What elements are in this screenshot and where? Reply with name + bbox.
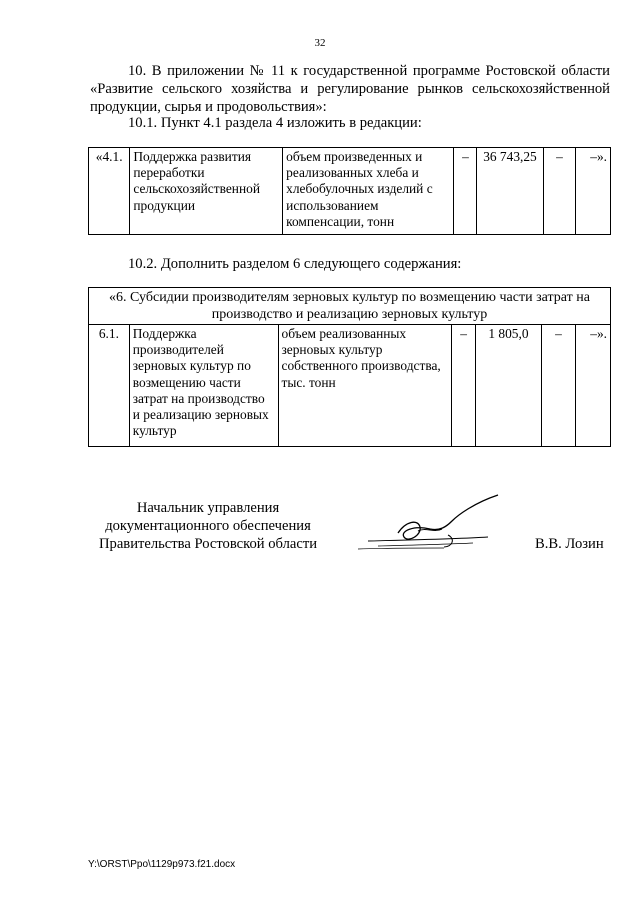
section-title: «6. Субсидии производителям зерновых культур по возмещению части затрат на производство и реализацию зерновых культур (89, 288, 611, 325)
file-path-footer: Y:\ORST\Ppo\1129p973.f21.docx (88, 859, 236, 870)
paragraph-10: 10. В приложении № 11 к государственной программе Ростовской области «Развитие сельского хозяйства и регулирование рынков сельскохозяйственной продукции, сырья и продовольствия»: (90, 63, 610, 115)
page-number: 32 (314, 37, 326, 49)
cell-col4: – (452, 325, 475, 447)
cell-col4: – (454, 148, 477, 235)
cell-name: Поддержка развития переработки сельскохозяйственной продукции (130, 148, 283, 235)
cell-number: «4.1. (89, 148, 130, 235)
table-section-6 (88, 287, 611, 447)
cell-col7: –». (576, 148, 611, 235)
cell-col7: –». (575, 325, 610, 447)
cell-value: 1 805,0 (475, 325, 541, 447)
cell-name: Поддержка производителей зерновых культур по возмещению части затрат на производство и реализацию зерновых культур (129, 325, 278, 447)
table-item-4-1 (88, 147, 611, 235)
paragraph-10-2: 10.2. Дополнить разделом 6 следующего содержания: (128, 256, 462, 272)
signatory-position: Начальник управления документационного обеспечения Правительства Ростовской области (98, 500, 318, 552)
table-row (89, 148, 611, 235)
cell-number: 6.1. (89, 325, 130, 447)
cell-indicator: объем произведенных и реализованных хлеба и хлебобулочных изделий с использованием компенсации, тонн (283, 148, 454, 235)
signatory-name: В.В. Лозин (535, 536, 604, 552)
cell-col6: – (543, 148, 576, 235)
paragraph-10-1: 10.1. Пункт 4.1 раздела 4 изложить в редакции: (128, 115, 422, 131)
table-row (89, 325, 611, 447)
cell-value: 36 743,25 (477, 148, 543, 235)
cell-indicator: объем реализованных зерновых культур собственного производства, тыс. тонн (278, 325, 452, 447)
handwritten-signature (348, 491, 508, 561)
table-row (89, 288, 611, 325)
cell-col6: – (542, 325, 576, 447)
